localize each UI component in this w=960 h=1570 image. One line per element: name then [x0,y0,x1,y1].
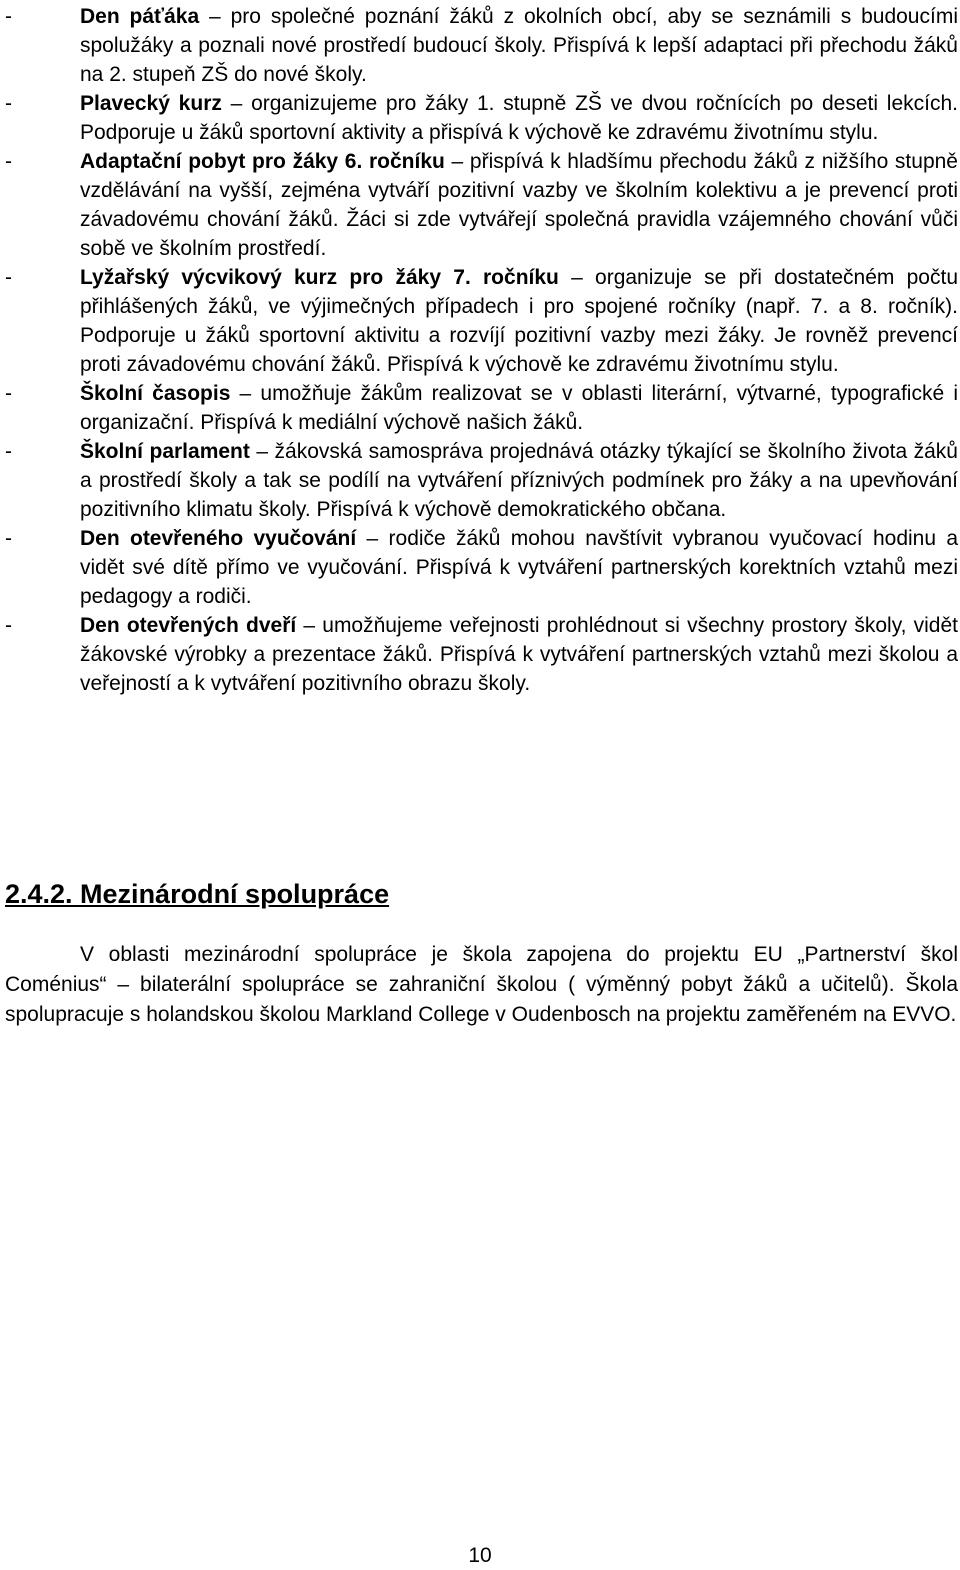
list-dash: - [5,614,12,637]
list-item [5,524,958,611]
item-term: Školní parlament [80,440,250,463]
item-text: – organizujeme pro žáky 1. stupně ZŠ ve dvou ročnících po deseti lekcích. Podporuje u žáků sportovní aktivity a přispívá k výchově ke zdravému životnímu stylu. [80,92,958,144]
item-text: – organizuje se při dostatečném počtu přihlášených žáků, ve výjimečných případech i pro spojené ročníky (např. 7. a 8. ročník). Podporuje u žáků sportovní aktivitu a rozvíjí pozitivní vazby mezi žáky. Je rovněž prevencí proti závadovému chování žáků. Přispívá k výchově ke zdravému životnímu stylu. [80,266,959,376]
list-dash: - [5,382,12,405]
section-paragraph: V oblasti mezinárodní spolupráce je škola zapojena do projektu EU „Partnerství škol Coménius“ – bilaterální spolupráce se zahraniční školou ( výměnný pobyt žáků a učitelů). Škola spolupracuje s holandskou školou Markland College v Oudenbosch na projektu zaměřeném na EVVO. [5,943,958,1026]
list-item [5,611,958,698]
item-term: Den páťáka [80,5,200,28]
list-dash: - [5,92,12,115]
list-dash: - [5,440,12,463]
item-text: – žákovská samospráva projednává otázky týkající se školního života žáků a prostředí školy a tak se podílí na vytváření příznivých podmínek pro žáky a na upevňování pozitivního klimatu školy. Přispívá k výchově demokratického občana. [80,440,958,521]
item-text: – rodiče žáků mohou navštívit vybranou vyučovací hodinu a vidět své dítě přímo ve vyučování. Přispívá k vytváření partnerských korektních vztahů mezi pedagogy a rodiči. [80,527,959,608]
item-term: Plavecký kurz [80,92,222,115]
list-dash: - [5,5,12,28]
list-item [5,2,958,89]
list-dash: - [5,150,12,173]
list-dash: - [5,527,12,550]
section-heading: 2.4.2. Mezinárodní spolupráce [5,879,390,909]
document-page [5,2,958,698]
item-text: – umožňuje žákům realizovat se v oblasti literární, výtvarné, typografické i organizační. Přispívá k mediální výchově našich žáků. [80,382,958,434]
list-item [5,89,958,147]
item-term: Školní časopis [80,382,231,405]
item-term: Den otevřeného vyučování [80,527,357,550]
item-term: Den otevřených dveří [80,614,297,637]
item-term: Adaptační pobyt pro žáky 6. ročníku [80,150,445,173]
item-text: – pro společné poznání žáků z okolních obcí, aby se seznámili s budoucími spolužáky a poznali nové prostředí budoucí školy. Přispívá k lepší adaptaci při přechodu žáků na 2. stupeň ZŠ do nové školy. [80,5,958,86]
item-text: – přispívá k hladšímu přechodu žáků z nižšího stupně vzdělávání na vyšší, zejména vytváří pozitivní vazby ve školním kolektivu a je prevencí proti závadovému chování žáků. Žáci si zde vytvářejí společná pravidla vzájemného chování vůči sobě ve školním prostředí. [80,150,958,260]
list-item [5,379,958,437]
list-item [5,147,958,263]
list-item [5,437,958,524]
item-text: – umožňujeme veřejnosti prohlédnout si všechny prostory školy, vidět žákovské výrobky a prezentace žáků. Přispívá k vytváření partnerských vztahů mezi školou a veřejností a k vytváření pozitivního obrazu školy. [80,614,958,695]
item-term: Lyžařský výcvikový kurz pro žáky 7. ročníku [80,266,559,289]
list-dash: - [5,266,12,289]
page-number: 10 [468,1544,492,1567]
activities-list [5,2,958,698]
list-item [5,263,958,379]
